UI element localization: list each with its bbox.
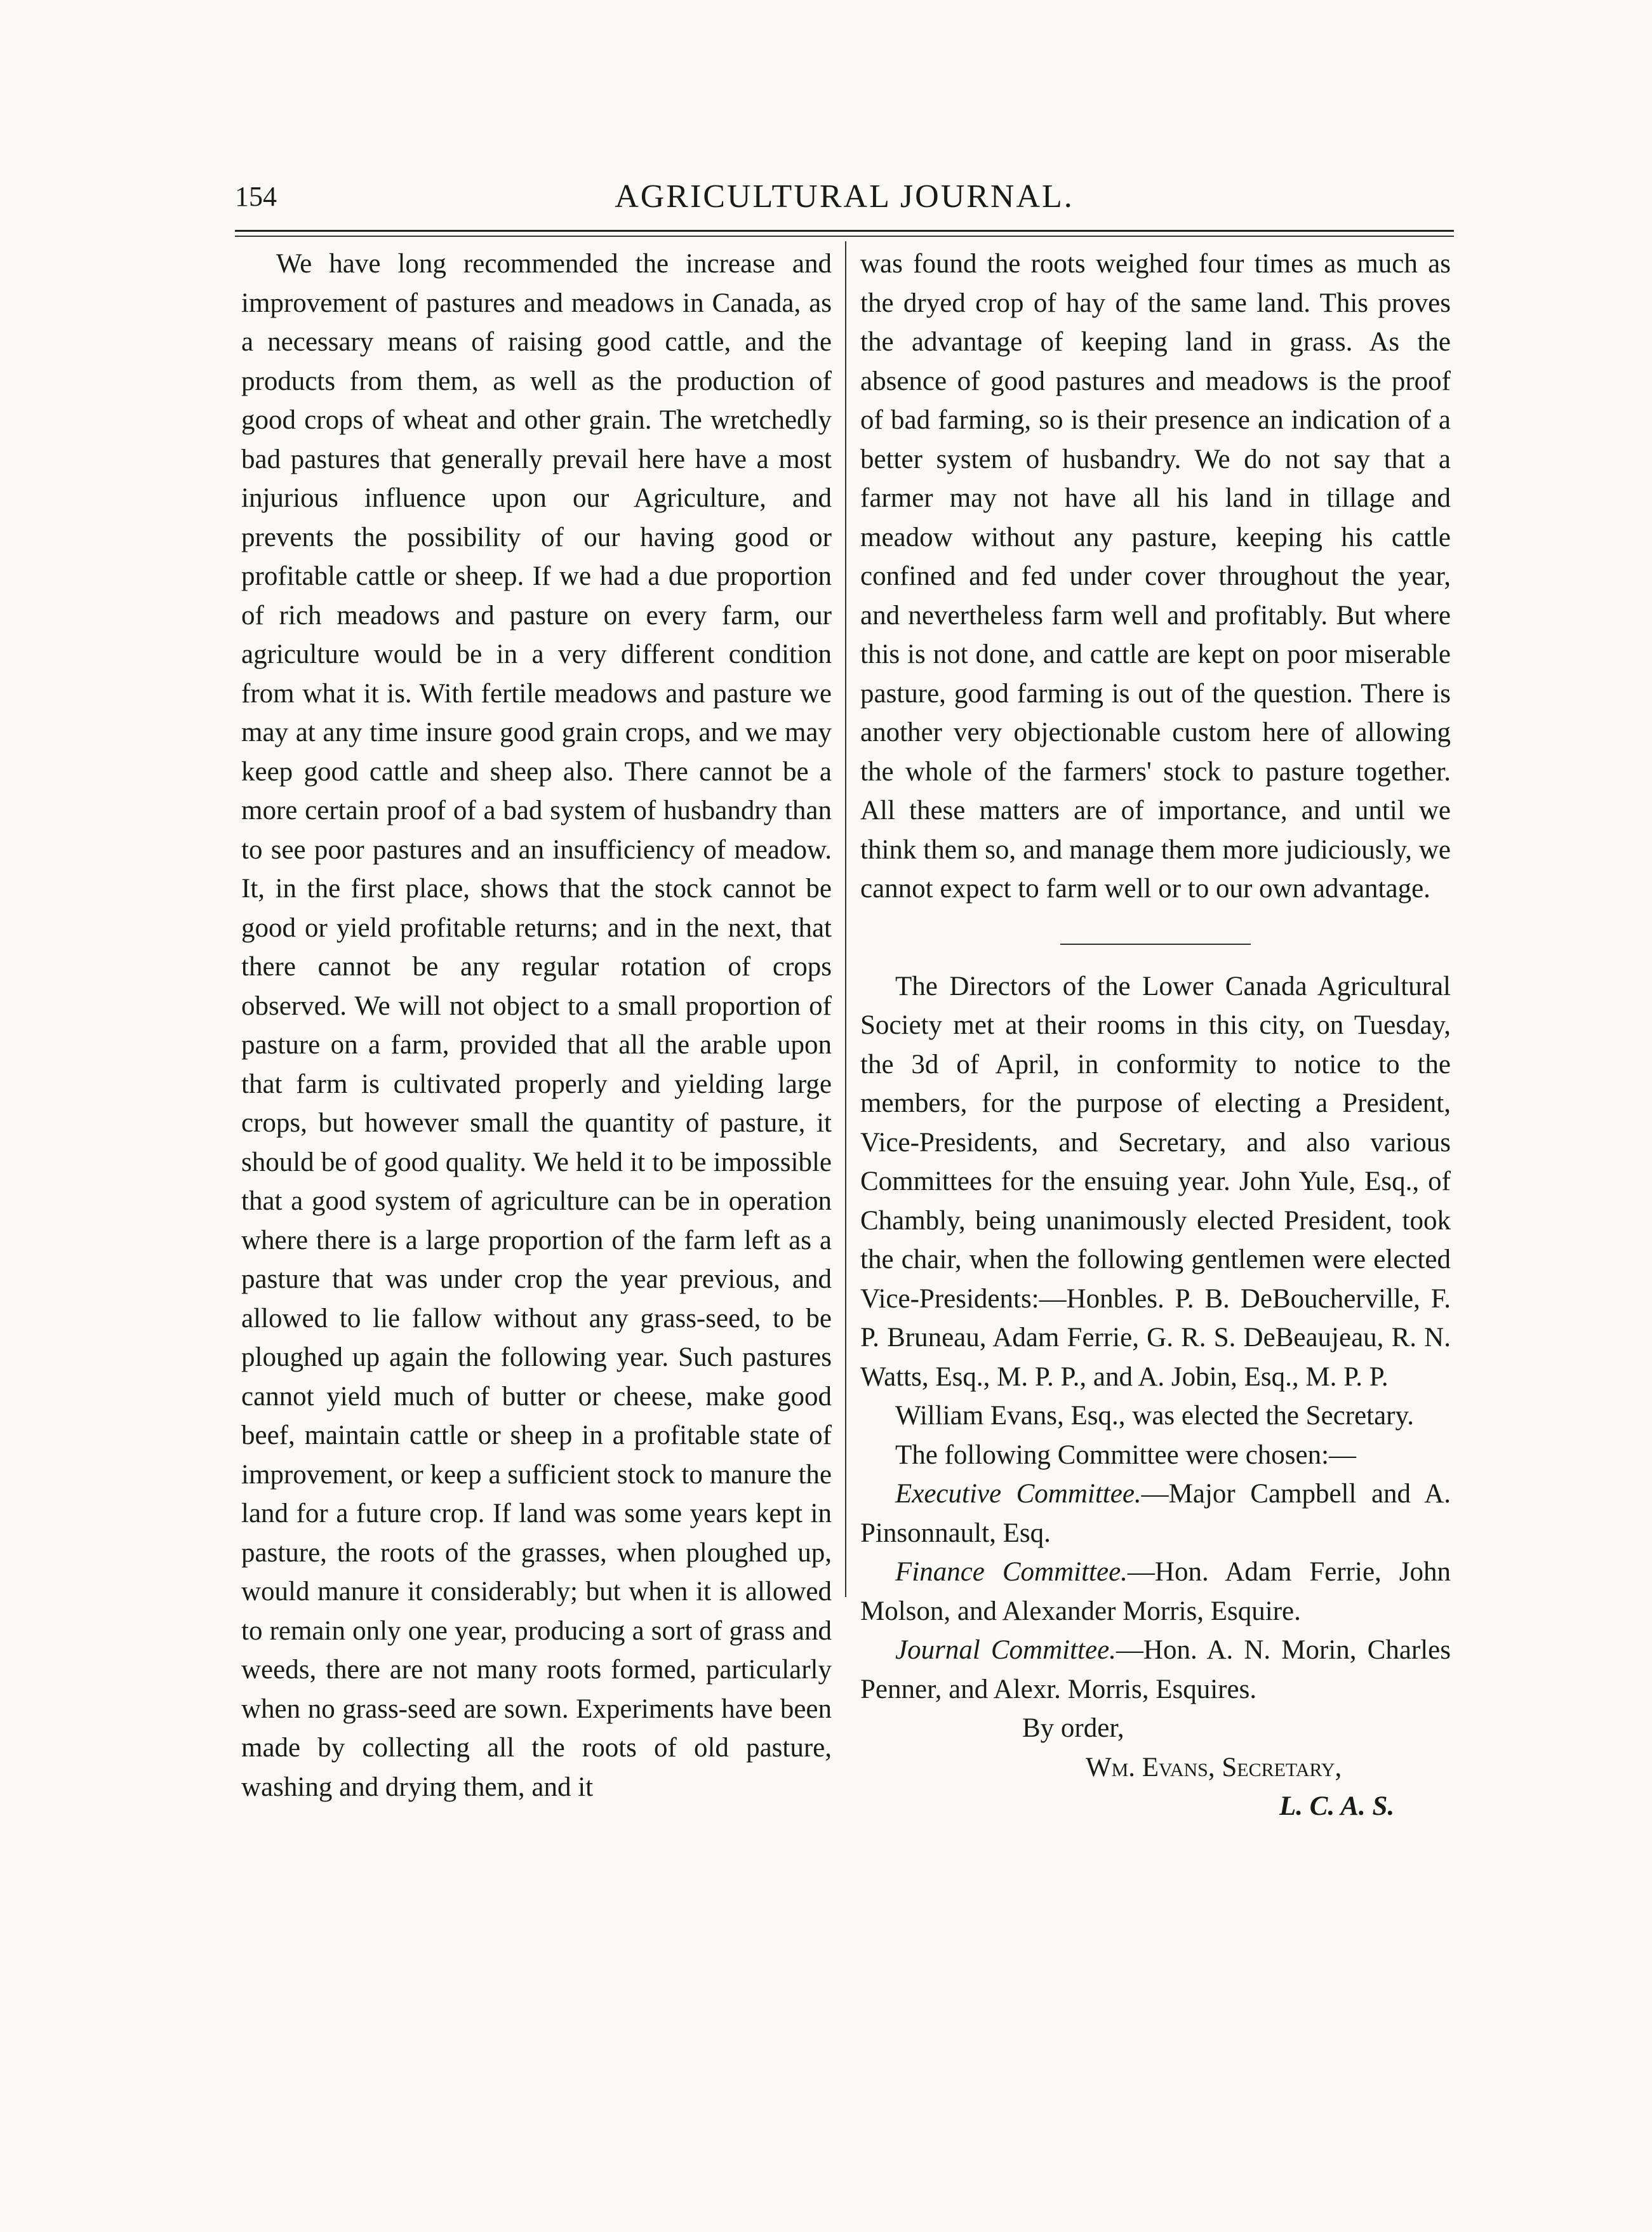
journal-committee-members: —Hon. A. N. Morin, Charles Penner, and Alexr. Morris, Esquires. (860, 1635, 1451, 1704)
finance-committee-members: —Hon. Adam Ferrie, John Molson, and Alexander Morris, Esquire. (860, 1557, 1451, 1626)
running-title: AGRICULTURAL JOURNAL. (615, 178, 1074, 215)
header-rule-thin (235, 236, 1454, 237)
journal-committee (860, 1631, 1451, 1709)
by-order: By order, (1022, 1713, 1124, 1743)
page-number: 154 (235, 181, 277, 212)
executive-committee-members: —Major Campbell and A. Pinsonnault, Esq. (860, 1479, 1451, 1548)
executive-committee (860, 1474, 1451, 1553)
signature-name: Wm. Evans, Secretary, (1086, 1752, 1342, 1782)
article-separator (1060, 944, 1251, 945)
committees-intro: The following Committee were chosen:— (895, 1440, 1357, 1470)
page-header (235, 171, 1454, 222)
pastures-article-paragraph: We have long recommended the increase and improvement of pastures and meadows in Canada, as a necessary means of raising good cattle, and the products from them, as well as the production of good crops of wheat and other grain. The wretchedly bad pastures that generally prevail here have a most injurious influence upon our Agriculture, and prevents the possibility of our having good or profitable cattle or sheep. If we had a due proportion of rich meadows and pasture on every farm, our agriculture would be in a very different condition from what it is. With fertile meadows and pasture we may at any time insure good grain crops, and we may keep good cattle and sheep also. There cannot be a more certain proof of a bad system of husbandry than to see poor pastures and an insufficiency of meadow. It, in the first place, shows that the stock cannot be good or yield profitable returns; and in the next, that there cannot be any regular rotation of crops observed. We will not object to a small proportion of pasture on a farm, provided that all the arable upon that farm is cultivated properly and yielding large crops, but however small the quantity of pasture, it should be of good quality. We held it to be impossible that a good system of agriculture can be in operation where there is a large proportion of the farm left as a pasture that was under crop the year previous, and allowed to lie fallow without any grass-seed, to be ploughed up again the following year. Such pastures cannot yield much of butter or cheese, make good beef, maintain cattle or sheep in a profitable state of improvement, or keep a sufficient stock to manure the land for a future crop. If land was some years kept in pasture, the roots of the grasses, when ploughed up, would manure it considerably; but when it is allowed to remain only one year, producing a sort of grass and weeds, there are not many roots formed, particularly when no grass-seed are sown. Experiments have been made by collecting all the roots of old pasture, washing and drying them, and it (241, 249, 832, 1802)
column-divider (845, 241, 846, 1597)
journal-committee-label: Journal Committee. (895, 1635, 1116, 1665)
executive-committee-label: Executive Committee. (895, 1479, 1142, 1509)
right-column (860, 244, 1451, 1826)
signature-organization: L. C. A. S. (1279, 1791, 1395, 1821)
pastures-article-continuation: was found the roots weighed four times as much as the dryed crop of hay of the same land. This proves the advantage of keeping land in grass. As the absence of good pastures and meadows is the proof of bad farming, so is their presence an indication of a better system of husbandry. We do not say that a farmer may not have all his land in tillage and meadow without any pasture, keeping his cattle confined and fed under cover throughout the year, and nevertheless farm well and profitably. But where this is not done, and cattle are kept on poor miserable pasture, good farming is out of the question. There is another very objectionable custom here of allowing the whole of the farmers' stock to pasture together. All these matters are of importance, and until we think them so, and manage them more judiciously, we cannot expect to farm well or to our own advantage. (860, 249, 1451, 904)
finance-committee (860, 1553, 1451, 1631)
directors-paragraph: The Directors of the Lower Canada Agricultural Society met at their rooms in this city, on Tuesday, the 3d of April, in conformity to notice to the members, for the purpose of electing a President, Vice-Presidents, and Secretary, and also various Committees for the ensuing year. John Yule, Esq., of Chambly, being unanimously elected President, took the chair, when the following gentlemen were elected Vice-Presidents:—Honbles. P. B. DeBoucherville, F. P. Bruneau, Adam Ferrie, G. R. S. DeBeaujeau, R. N. Watts, Esq., M. P. P., and A. Jobin, Esq., M. P. P. (860, 971, 1451, 1392)
left-column (241, 244, 832, 1807)
finance-committee-label: Finance Committee. (895, 1557, 1128, 1587)
header-rule (235, 230, 1454, 232)
secretary-paragraph: William Evans, Esq., was elected the Secretary. (895, 1401, 1414, 1431)
